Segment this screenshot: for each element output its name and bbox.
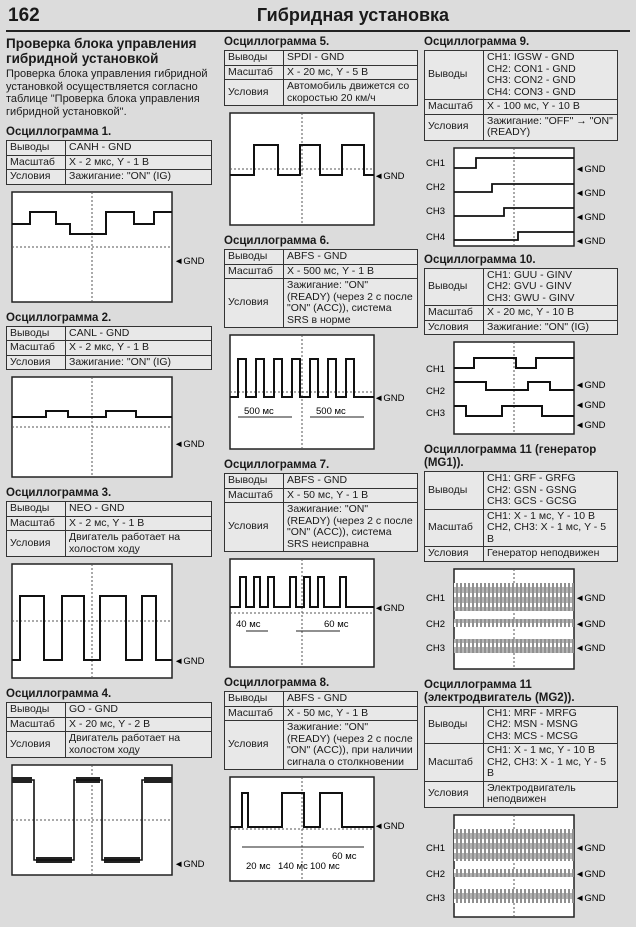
channel-label: CH4 bbox=[426, 231, 446, 243]
scale-label: Масштаб bbox=[225, 488, 284, 503]
oscillogram-11-mg1 bbox=[424, 444, 618, 673]
oscillogram-9 bbox=[424, 36, 618, 248]
oscillogram-table bbox=[6, 702, 212, 758]
gnd-marker: ◄GND bbox=[575, 400, 606, 411]
gnd-marker: ◄GND bbox=[174, 859, 205, 870]
oscillogram-3 bbox=[6, 487, 212, 682]
oscillogram-title: Осциллограмма 4. bbox=[6, 688, 112, 700]
pins-label: Выводы bbox=[425, 268, 484, 306]
scale-value: CH1: X - 1 мс, Y - 10 В CH2, CH3: X - 1 мс, Y - 5 В bbox=[484, 509, 618, 547]
pins-label: Выводы bbox=[7, 502, 66, 517]
channel-label: CH1 bbox=[426, 592, 446, 604]
pins-value: CANL - GND bbox=[66, 326, 212, 341]
time-label: 100 мс bbox=[310, 861, 340, 872]
conditions-label: Условия bbox=[225, 503, 284, 552]
scale-value: X - 50 мс, Y - 1 В bbox=[284, 706, 418, 721]
conditions-label: Условия bbox=[425, 114, 484, 140]
scale-value: X - 20 мс, Y - 2 В bbox=[66, 717, 212, 732]
scale-label: Масштаб bbox=[7, 341, 66, 356]
scale-label: Масштаб bbox=[425, 744, 484, 782]
conditions-label: Условия bbox=[7, 355, 66, 370]
oscillogram-screen bbox=[224, 773, 418, 885]
page-number: 162 bbox=[8, 5, 40, 26]
conditions-label: Условия bbox=[7, 732, 66, 758]
gnd-marker: ◄GND bbox=[575, 618, 606, 630]
gnd-marker: ◄GND bbox=[575, 380, 606, 391]
scale-value: X - 2 мс, Y - 1 В bbox=[66, 516, 212, 531]
pins-value: SPDI - GND bbox=[284, 51, 418, 66]
oscillogram-table bbox=[424, 50, 618, 141]
column-right bbox=[424, 36, 618, 927]
pins-label: Выводы bbox=[225, 474, 284, 489]
oscillogram-title: Осциллограмма 8. bbox=[224, 677, 330, 689]
conditions-label: Условия bbox=[425, 781, 484, 807]
conditions-value: Зажигание: "OFF" → "ON" (READY) bbox=[484, 114, 618, 140]
oscillogram-table bbox=[424, 268, 618, 336]
conditions-value: Автомобиль движется со скоростью 20 км/ч bbox=[284, 80, 418, 106]
conditions-value: Двигатель работает на холостом ходу bbox=[66, 732, 212, 758]
pins-label: Выводы bbox=[7, 703, 66, 718]
oscillogram-7 bbox=[224, 459, 418, 671]
oscillogram-screen bbox=[424, 811, 618, 921]
pins-label: Выводы bbox=[225, 250, 284, 265]
conditions-value: Зажигание: "ON" (IG) bbox=[484, 320, 618, 335]
oscillogram-table bbox=[424, 471, 618, 562]
channel-label: CH1 bbox=[426, 364, 446, 375]
gnd-marker: ◄GND bbox=[374, 603, 405, 614]
oscillogram-table bbox=[6, 140, 212, 185]
gnd-marker: ◄GND bbox=[174, 255, 205, 267]
scale-value: X - 20 мс, Y - 5 В bbox=[284, 65, 418, 80]
pins-value: CH1: GUU - GINV CH2: GVU - GINV CH3: GWU - GINV bbox=[484, 268, 618, 306]
oscillogram-screen bbox=[6, 373, 212, 481]
oscillogram-screen bbox=[224, 331, 418, 453]
scale-label: Масштаб bbox=[7, 717, 66, 732]
oscillogram-6 bbox=[224, 235, 418, 453]
oscillogram-screen bbox=[224, 109, 418, 229]
oscillogram-screen bbox=[424, 144, 618, 248]
oscillogram-title: Осциллограмма 7. bbox=[224, 459, 330, 471]
conditions-label: Условия bbox=[7, 170, 66, 185]
oscillogram-table bbox=[224, 473, 418, 552]
gnd-marker: ◄GND bbox=[575, 235, 606, 247]
scale-value: CH1: X - 1 мс, Y - 10 В CH2, CH3: X - 1 мс, Y - 5 В bbox=[484, 744, 618, 782]
oscillogram-title: Осциллограмма 3. bbox=[6, 487, 112, 499]
channel-label: CH2 bbox=[426, 386, 446, 397]
conditions-value: Двигатель работает на холостом ходу bbox=[66, 531, 212, 557]
conditions-value: Зажигание: "ON" (IG) bbox=[66, 355, 212, 370]
scale-label: Масштаб bbox=[225, 65, 284, 80]
time-label: 60 мс bbox=[324, 619, 349, 630]
conditions-label: Условия bbox=[7, 531, 66, 557]
scale-value: X - 500 мс, Y - 1 В bbox=[284, 264, 418, 279]
oscillogram-screen bbox=[6, 560, 212, 682]
pins-label: Выводы bbox=[425, 706, 484, 744]
channel-label: CH2 bbox=[426, 868, 446, 880]
oscillogram-title: Осциллограмма 2. bbox=[6, 311, 112, 324]
scale-value: X - 2 мкс, Y - 1 В bbox=[66, 341, 212, 356]
oscillogram-11-mg2 bbox=[424, 679, 618, 921]
channel-label: CH2 bbox=[426, 181, 446, 193]
oscillogram-table bbox=[224, 50, 418, 106]
oscillogram-table bbox=[224, 691, 418, 770]
time-label: 60 мс bbox=[332, 851, 357, 862]
oscillogram-title: Осциллограмма 11 (электродвигатель (MG2)). bbox=[424, 678, 575, 704]
oscillogram-5 bbox=[224, 36, 418, 229]
oscillogram-table bbox=[424, 706, 618, 808]
scale-value: X - 20 мс, Y - 10 В bbox=[484, 306, 618, 321]
gnd-marker: ◄GND bbox=[575, 592, 606, 604]
scale-value: X - 50 мс, Y - 1 В bbox=[284, 488, 418, 503]
pins-value: CH1: IGSW - GND CH2: CON1 - GND CH3: CON2 - GND CH4: CON3 - GND bbox=[484, 51, 618, 100]
oscillogram-screen bbox=[424, 565, 618, 673]
time-label: 500 мс bbox=[316, 406, 346, 417]
gnd-marker: ◄GND bbox=[374, 393, 405, 404]
scale-label: Масштаб bbox=[425, 509, 484, 547]
oscillogram-title: Осциллограмма 9. bbox=[424, 36, 530, 48]
pins-label: Выводы bbox=[7, 326, 66, 341]
oscillogram-title: Осциллограмма 6. bbox=[224, 235, 330, 247]
conditions-value: Генератор неподвижен bbox=[484, 547, 618, 562]
pins-label: Выводы bbox=[7, 141, 66, 156]
scale-label: Масштаб bbox=[225, 264, 284, 279]
gnd-marker: ◄GND bbox=[374, 821, 405, 832]
oscillogram-table bbox=[6, 326, 212, 371]
conditions-label: Условия bbox=[425, 320, 484, 335]
conditions-value: Электродвигатель неподвижен bbox=[484, 781, 618, 807]
oscillogram-screen bbox=[6, 761, 212, 879]
oscillogram-1 bbox=[6, 126, 212, 306]
oscillogram-screen bbox=[224, 555, 418, 671]
pins-label: Выводы bbox=[225, 692, 284, 707]
intro-title: Проверка блока управления гибридной установкой bbox=[6, 36, 197, 66]
scale-label: Масштаб bbox=[425, 100, 484, 115]
pins-label: Выводы bbox=[425, 472, 484, 510]
conditions-label: Условия bbox=[225, 721, 284, 770]
oscillogram-screen bbox=[6, 188, 212, 306]
channel-label: CH1 bbox=[426, 157, 446, 169]
conditions-value: Зажигание: "ON" (READY) (через 2 с после "ON" (ACC)), система SRS в норме bbox=[284, 279, 418, 328]
pins-label: Выводы bbox=[425, 51, 484, 100]
gnd-marker: ◄GND bbox=[575, 842, 606, 854]
pins-value: ABFS - GND bbox=[284, 692, 418, 707]
channel-label: CH3 bbox=[426, 408, 446, 419]
time-label: 40 мс bbox=[236, 619, 261, 630]
oscillogram-title: Осциллограмма 11 (генератор (MG1)). bbox=[424, 444, 597, 469]
oscillogram-2 bbox=[6, 312, 212, 482]
time-label: 500 мс bbox=[244, 406, 274, 417]
channel-label: CH3 bbox=[426, 892, 446, 904]
scale-value: X - 100 мс, Y - 10 В bbox=[484, 100, 618, 115]
page-header bbox=[6, 4, 630, 32]
oscillogram-title: Осциллограмма 1. bbox=[6, 126, 112, 138]
channel-label: CH2 bbox=[426, 618, 446, 630]
oscillogram-title: Осциллограмма 5. bbox=[224, 36, 330, 48]
oscillogram-screen bbox=[424, 338, 618, 438]
conditions-value: Зажигание: "ON" (IG) bbox=[66, 170, 212, 185]
gnd-marker: ◄GND bbox=[575, 163, 606, 175]
gnd-marker: ◄GND bbox=[575, 868, 606, 880]
channel-label: CH3 bbox=[426, 642, 446, 654]
oscillogram-table bbox=[6, 501, 212, 557]
column-middle bbox=[224, 36, 418, 891]
oscillogram-10 bbox=[424, 254, 618, 439]
conditions-label: Условия bbox=[225, 80, 284, 106]
pins-value: CH1: MRF - MRFG CH2: MSN - MSNG CH3: MCS - MCSG bbox=[484, 706, 618, 744]
pins-value: ABFS - GND bbox=[284, 250, 418, 265]
column-left bbox=[6, 36, 212, 885]
intro-text: Проверка блока управления гибридной установкой осуществляется согласно таблице "Проверка блока управления гибридной установкой". bbox=[6, 68, 208, 118]
gnd-marker: ◄GND bbox=[575, 892, 606, 904]
conditions-label: Условия bbox=[425, 547, 484, 562]
scale-value: X - 2 мкс, Y - 1 В bbox=[66, 155, 212, 170]
pins-value: ABFS - GND bbox=[284, 474, 418, 489]
time-label: 20 мс bbox=[246, 861, 271, 872]
gnd-marker: ◄GND bbox=[575, 642, 606, 654]
oscillogram-table bbox=[224, 249, 418, 328]
pins-value: GO - GND bbox=[66, 703, 212, 718]
gnd-marker: ◄GND bbox=[575, 187, 606, 199]
scale-label: Масштаб bbox=[7, 516, 66, 531]
oscillogram-title: Осциллограмма 10. bbox=[424, 253, 536, 266]
gnd-marker: ◄GND bbox=[575, 420, 606, 431]
conditions-value: Зажигание: "ON" (READY) (через 2 с после "ON" (ACC)), система SRS неисправна bbox=[284, 503, 418, 552]
pins-value: CH1: GRF - GRFG CH2: GSN - GSNG CH3: GCS - GCSG bbox=[484, 472, 618, 510]
scale-label: Масштаб bbox=[425, 306, 484, 321]
pins-label: Выводы bbox=[225, 51, 284, 66]
channel-label: CH1 bbox=[426, 842, 446, 854]
time-label: 140 мс bbox=[278, 861, 308, 872]
scale-label: Масштаб bbox=[7, 155, 66, 170]
gnd-marker: ◄GND bbox=[575, 211, 606, 223]
oscillogram-4 bbox=[6, 688, 212, 879]
pins-value: NEO - GND bbox=[66, 502, 212, 517]
pins-value: CANH - GND bbox=[66, 141, 212, 156]
conditions-value: Зажигание: "ON" (READY) (через 2 с после "ON" (ACC)), при наличии сигнала о столкновении bbox=[284, 721, 418, 770]
scale-label: Масштаб bbox=[225, 706, 284, 721]
oscillogram-8 bbox=[224, 677, 418, 885]
gnd-marker: ◄GND bbox=[174, 439, 205, 450]
channel-label: CH3 bbox=[426, 205, 446, 217]
conditions-label: Условия bbox=[225, 279, 284, 328]
gnd-marker: ◄GND bbox=[374, 171, 405, 182]
gnd-marker: ◄GND bbox=[174, 656, 205, 667]
page-title: Гибридная установка bbox=[256, 5, 450, 25]
